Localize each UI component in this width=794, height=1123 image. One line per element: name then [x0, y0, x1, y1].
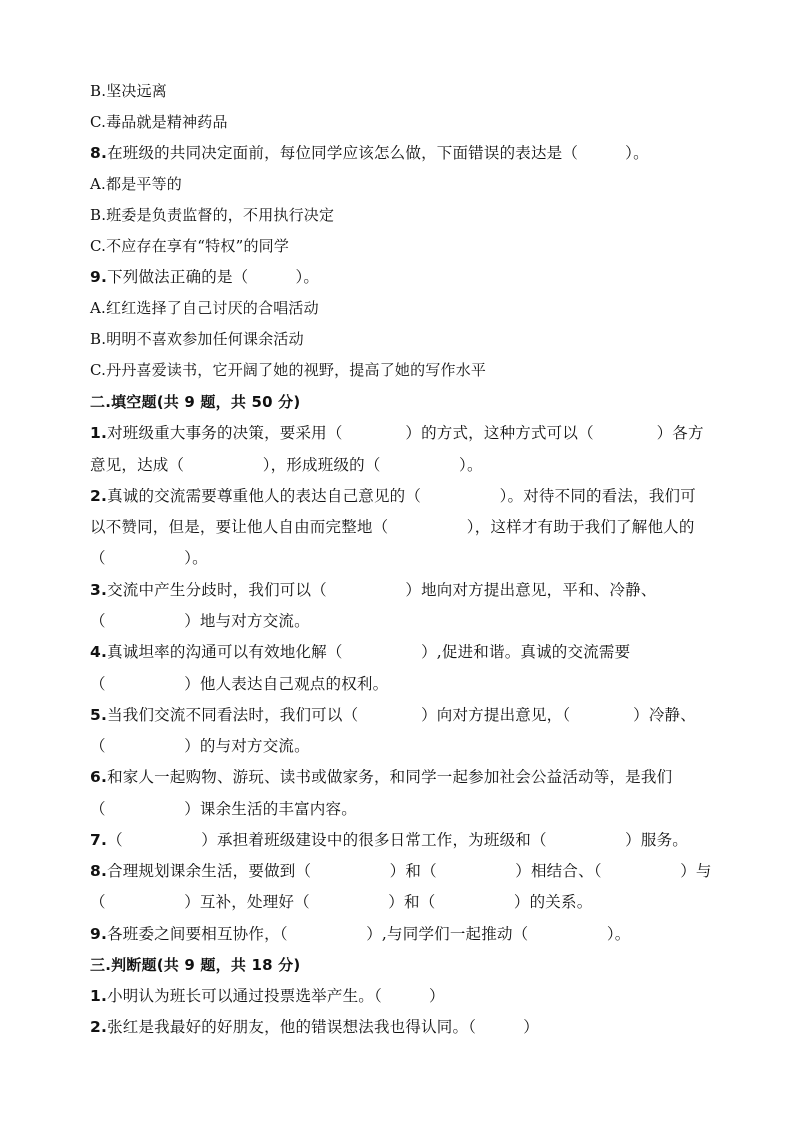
option-line: B.班委是负责监督的，不用执行决定: [90, 206, 335, 224]
option-line: C.丹丹喜爱读书，它开阔了她的视野，提高了她的写作水平: [90, 361, 487, 379]
option-line: C.毒品就是精神药品: [90, 113, 228, 131]
section-heading: 三.判断题(共 9 题，共 18 分): [90, 956, 301, 974]
question-line: 2.真诚的交流需要尊重他人的表达自己意见的（ ）。对待不同的看法，我们可: [90, 487, 696, 505]
question-line: 8.合理规划课余生活，要做到（ ）和（ ）相结合、（ ）与: [90, 862, 712, 880]
question-line: 5.当我们交流不同看法时，我们可以（ ）向对方提出意见，（ ）冷静、: [90, 706, 696, 724]
continuation-line: （ ）的与对方交流。: [90, 737, 310, 755]
question-line: 1.对班级重大事务的决策，要采用（ ）的方式，这种方式可以（ ）各方: [90, 424, 704, 442]
option-line: A.红红选择了自己讨厌的合唱活动: [90, 299, 319, 317]
continuation-line: （ ）。: [90, 549, 208, 567]
continuation-line: （ ）互补，处理好（ ）和（ ）的关系。: [90, 893, 593, 911]
question-line: 3.交流中产生分歧时，我们可以（ ）地向对方提出意见，平和、冷静、: [90, 581, 657, 599]
question-line: 1.小明认为班长可以通过投票选举产生。（ ）: [90, 987, 445, 1005]
question-line: 8.在班级的共同决定面前，每位同学应该怎么做，下面错误的表达是（ ）。: [90, 144, 649, 162]
question-line: 9.各班委之间要相互协作，（ ）,与同学们一起推动（ ）。: [90, 925, 631, 943]
section-heading: 二.填空题(共 9 题，共 50 分): [90, 393, 301, 411]
continuation-line: （ ）他人表达自己观点的权利。: [90, 675, 389, 693]
option-line: A.都是平等的: [90, 175, 183, 193]
continuation-line: （ ）地与对方交流。: [90, 612, 310, 630]
continuation-line: （ ）课余生活的丰富内容。: [90, 800, 357, 818]
continuation-line: 意见，达成（ ），形成班级的（ ）。: [90, 456, 483, 474]
option-line: B.明明不喜欢参加任何课余活动: [90, 330, 304, 348]
option-line: C.不应存在享有“特权”的同学: [90, 237, 290, 255]
option-line: B.坚决远离: [90, 82, 167, 100]
question-line: 6.和家人一起购物、游玩、读书或做家务，和同学一起参加社会公益活动等，是我们: [90, 768, 673, 786]
question-line: 9.下列做法正确的是（ ）。: [90, 268, 320, 286]
question-line: 7.（ ）承担着班级建设中的很多日常工作，为班级和（ ）服务。: [90, 831, 688, 849]
question-line: 4.真诚坦率的沟通可以有效地化解（ ）,促进和谐。真诚的交流需要: [90, 643, 631, 661]
continuation-line: 以不赞同，但是，要让他人自由而完整地（ ），这样才有助于我们了解他人的: [90, 518, 695, 536]
question-line: 2.张红是我最好的好朋友，他的错误想法我也得认同。（ ）: [90, 1018, 539, 1036]
